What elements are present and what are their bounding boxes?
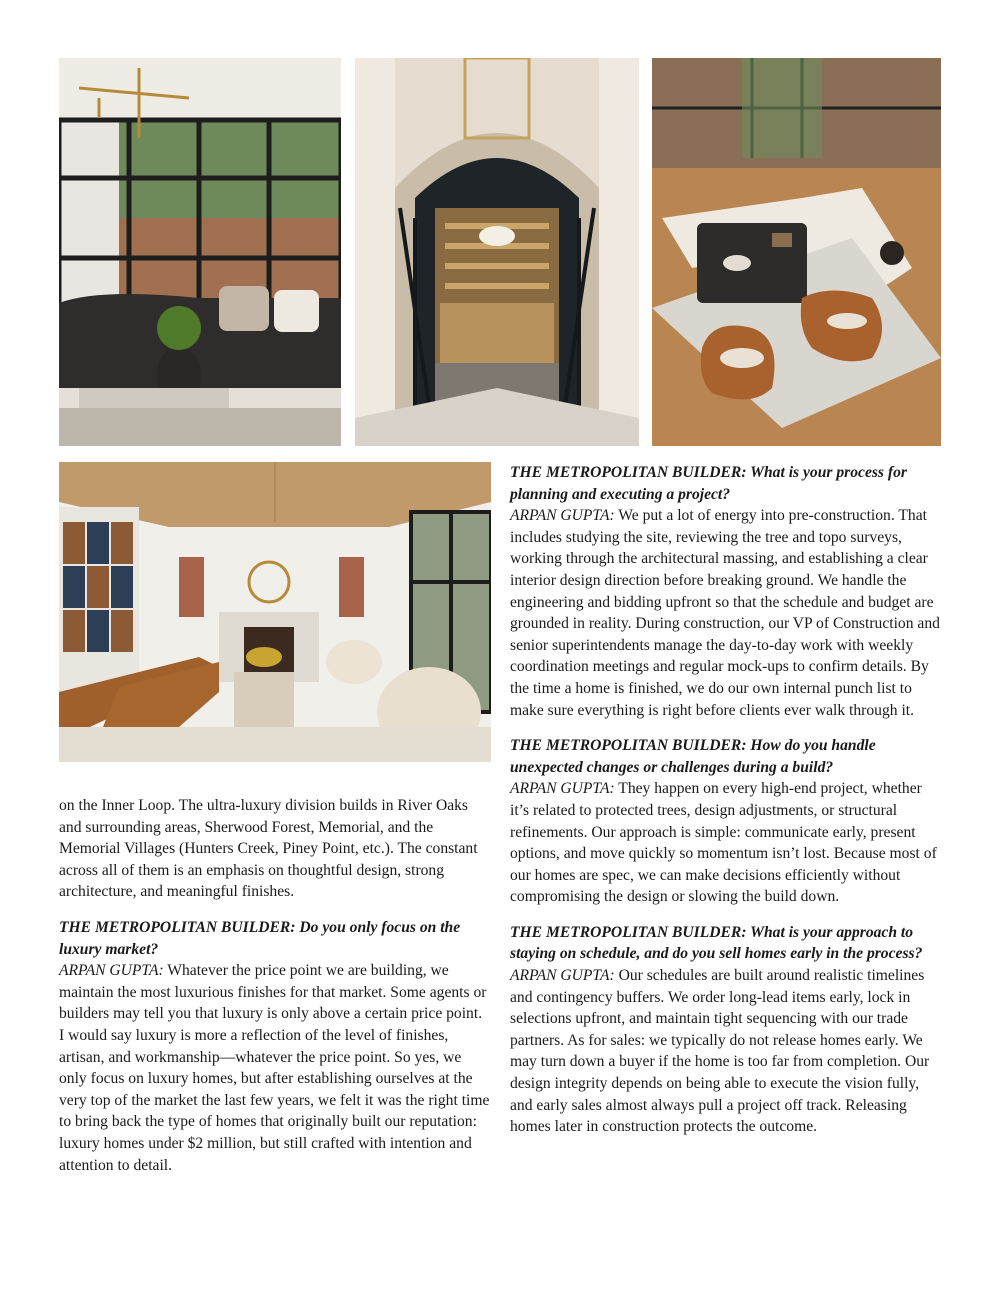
- answer-text: Whatever the price point we are building, we maintain the most luxurious finishes for that market. Some agents or builders may tell you that luxury is only above a certain price point. I would say luxury is more a reflection of the level of finishes, artisan, and workmanship—whatever the price point. So yes, we only focus on luxury homes, but after establishing ourselves at the very top of the market the last few years, we felt it was the right time to bring back the type of homes that originally built our reputation: luxury homes under $2 million, but still crafted with intention and attention to detail.: [59, 962, 490, 1174]
- qa-challenges: [510, 735, 940, 908]
- photo-living-room: [59, 58, 341, 446]
- right-column: [510, 462, 940, 1152]
- question-text: THE METROPOLITAN BUILDER: What is your approach to staying on schedule, and do you sell homes early in the process?: [510, 923, 923, 963]
- speaker-label: ARPAN GUPTA:: [59, 962, 164, 980]
- question-text: THE METROPOLITAN BUILDER: Do you only focus on the luxury market?: [59, 918, 461, 958]
- qa-schedule: [510, 922, 940, 1138]
- intro-paragraph: on the Inner Loop. The ultra-luxury division builds in River Oaks and surrounding areas, Sherwood Forest, Memorial, and the Memorial Villages (Hunters Creek, Piney Point, etc.). The constant across all of them is an emphasis on thoughtful design, strong architecture, and meaningful finishes.: [59, 797, 478, 901]
- qa-luxury-market: [59, 917, 491, 1176]
- photo-great-room: [59, 462, 491, 762]
- photo-wine-room: [355, 58, 639, 446]
- question-text: THE METROPOLITAN BUILDER: What is your process for planning and executing a project?: [510, 464, 907, 503]
- answer-text: They happen on every high-end project, whether it’s related to protected trees, design adjustments, or structural refinements. Our approach is simple: communicate early, present options, and move quickly so momentum isn’t lost. Because most of our homes are spec, we can make decisions efficiently without compromising the design or slowing the build down.: [510, 780, 937, 906]
- answer-text: Our schedules are built around realistic timelines and contingency buffers. We order long-lead items early, lock in selections upfront, and maintain tight sequencing with our trade partners. As for sales: we typically do not release homes early. We may turn down a buyer if the home is too far from completion. Our design integrity depends on being able to execute the vision fully, and early sales almost always pull a project off track. Releasing homes later in construction protects the outcome.: [510, 967, 930, 1136]
- speaker-label: ARPAN GUPTA:: [510, 507, 615, 525]
- question-text: THE METROPOLITAN BUILDER: How do you handle unexpected changes or challenges during a build?: [510, 737, 876, 776]
- speaker-label: ARPAN GUPTA:: [510, 967, 615, 985]
- speaker-label: ARPAN GUPTA:: [510, 780, 615, 798]
- photo-aerial-living-room: [652, 58, 941, 446]
- answer-text: We put a lot of energy into pre-construction. That includes studying the site, reviewing the tree and topo surveys, working through the architectural massing, and establishing a clear interior design direction before breaking ground. We handle the engineering and bidding upfront so that the schedule and budget are grounded in reality. During construction, our VP of Construction and senior superintendents manage the day-to-day work with weekly coordination meetings and regular mock-ups to confirm details. By the time a home is finished, we do our own internal punch list to make sure everything is right before clients ever walk through it.: [510, 507, 940, 719]
- left-column: [59, 795, 491, 1190]
- qa-process: [510, 462, 940, 721]
